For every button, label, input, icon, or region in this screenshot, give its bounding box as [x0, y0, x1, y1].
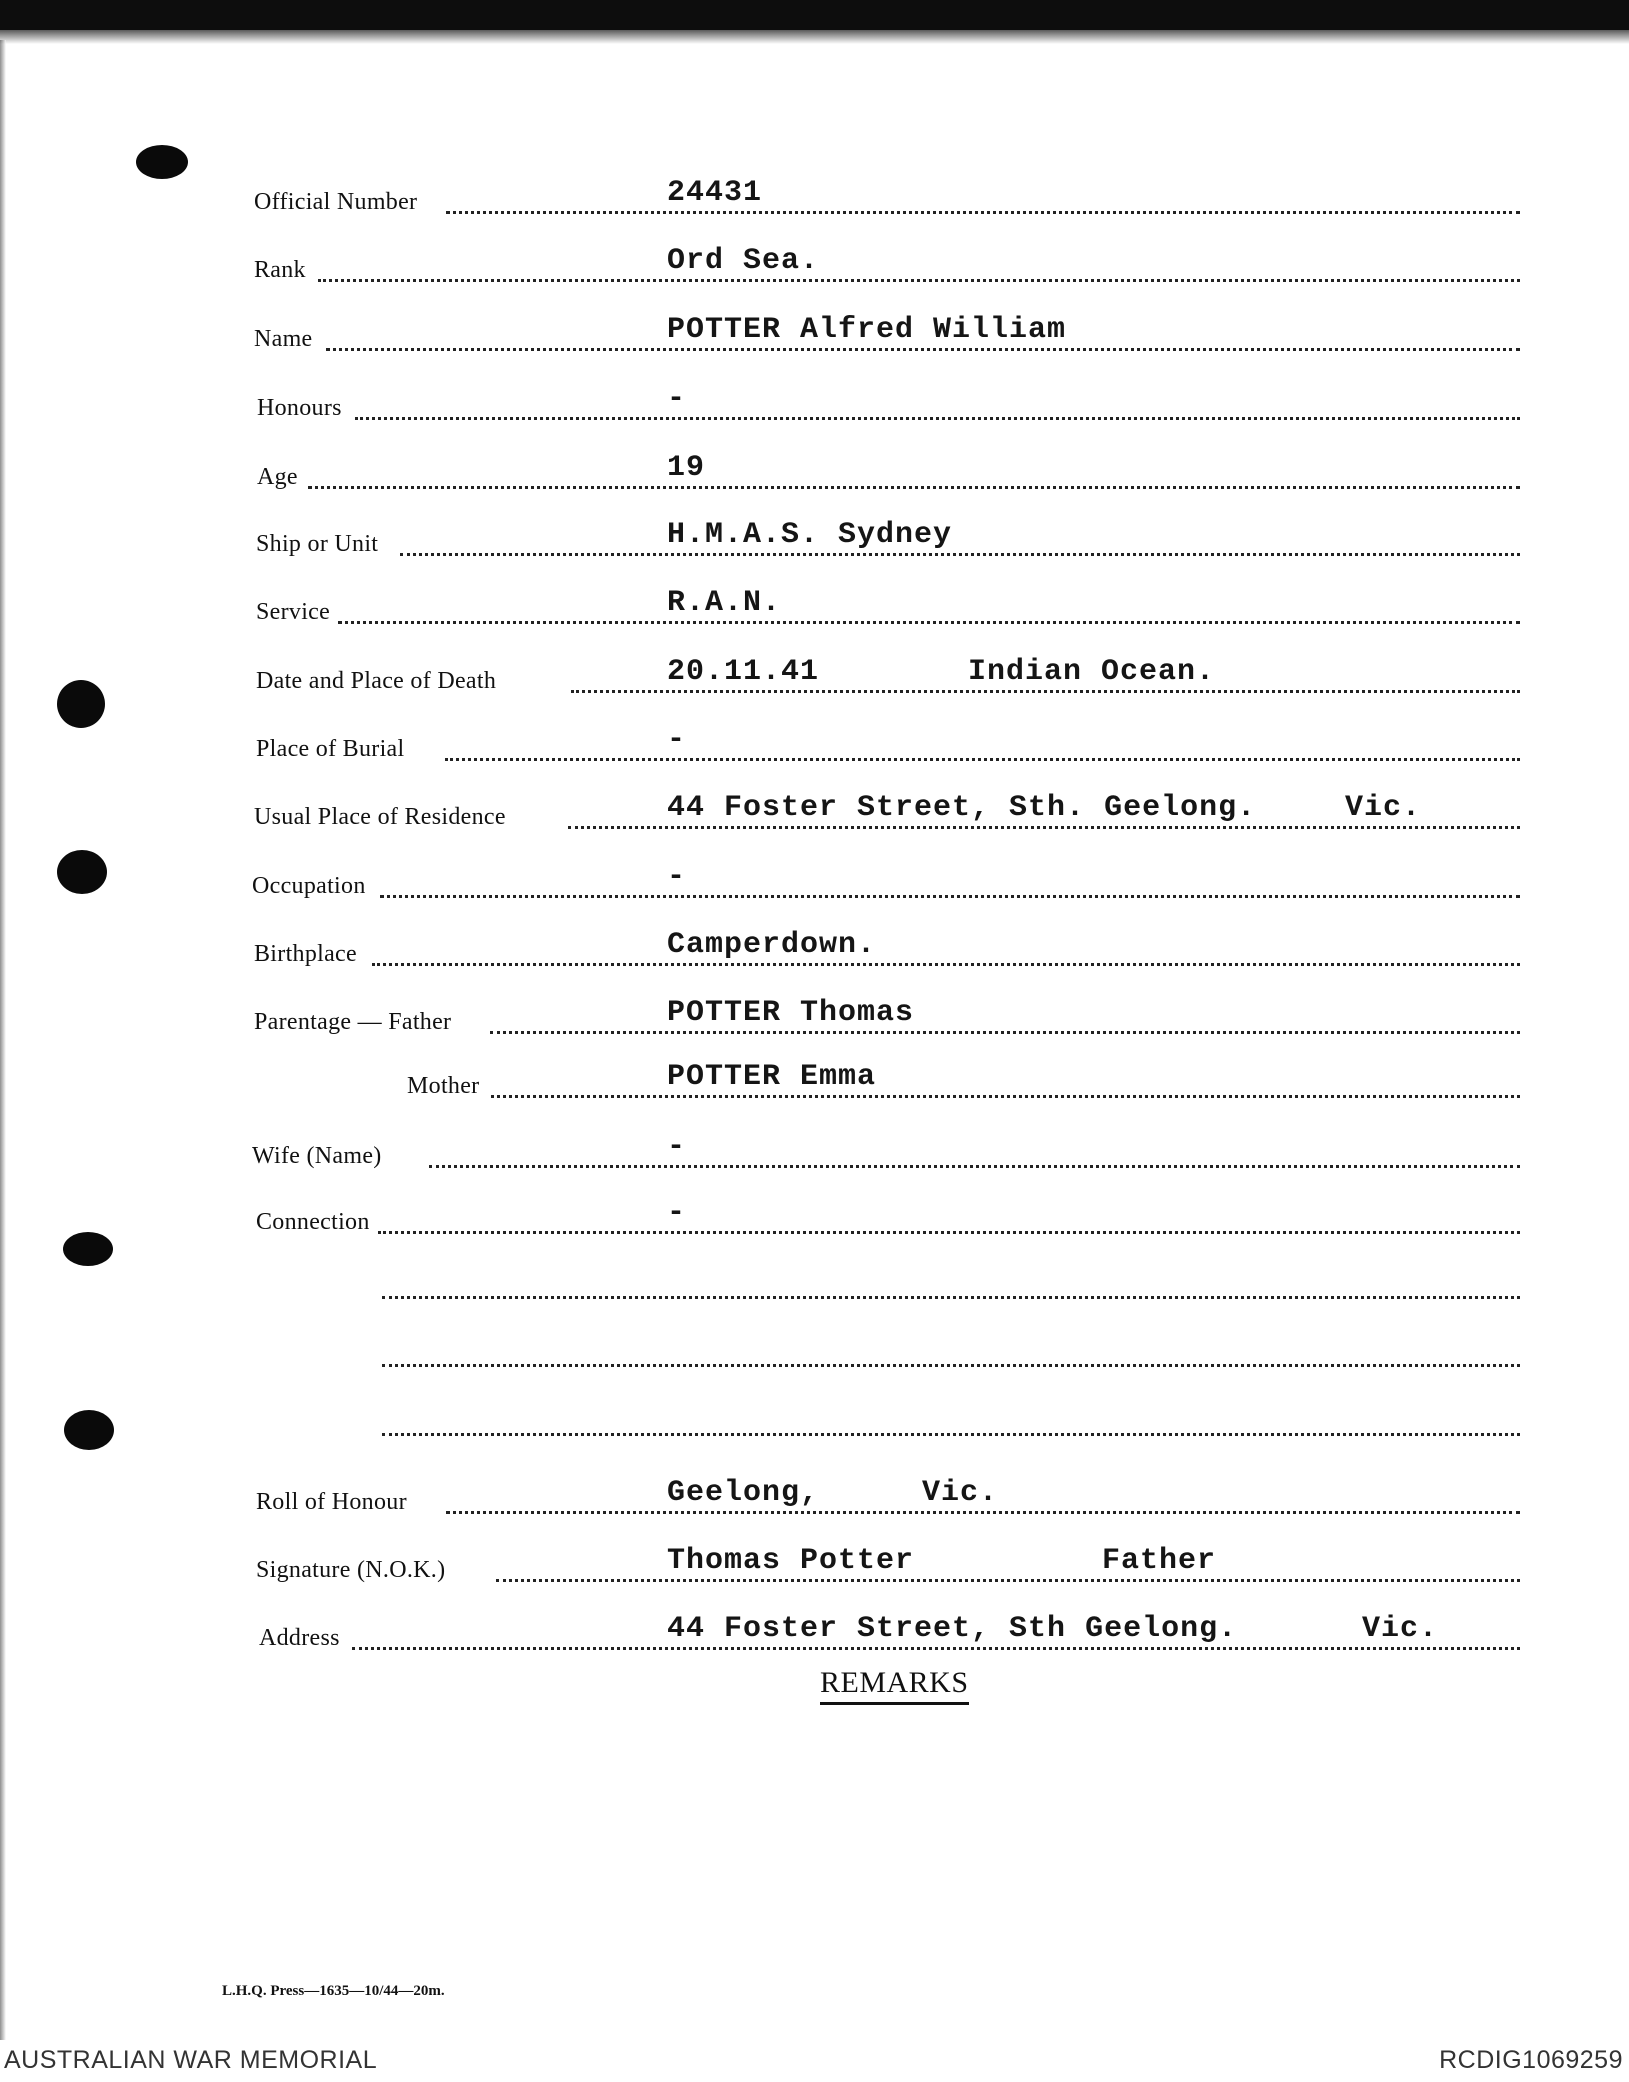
- scan-top-edge: [0, 0, 1629, 30]
- field-label: Mother: [407, 1073, 480, 1099]
- field-label: Ship or Unit: [256, 531, 379, 557]
- dotted-line: [446, 1511, 1520, 1514]
- dotted-line: [372, 963, 1520, 966]
- field-label: Honours: [257, 395, 342, 421]
- field-honours: [0, 374, 1629, 444]
- dotted-line: [352, 1647, 1520, 1650]
- press-mark: L.H.Q. Press—1635—10/44—20m.: [222, 1983, 445, 1999]
- field-signature: [0, 1536, 1629, 1606]
- field-name: [0, 305, 1629, 375]
- field-connection: [0, 1188, 1629, 1258]
- dotted-line: [490, 1031, 1520, 1034]
- field-death: [0, 647, 1629, 717]
- field-label: Rank: [254, 257, 306, 283]
- dotted-line: [491, 1095, 1520, 1098]
- field-official-number: [0, 168, 1629, 238]
- field-value: 44 Foster Street, Sth. Geelong.: [667, 791, 1257, 825]
- field-label: Official Number: [254, 189, 418, 215]
- field-label: Signature (N.O.K.): [256, 1557, 446, 1583]
- field-value: 24431: [667, 176, 763, 210]
- blank-line: [382, 1433, 1520, 1436]
- field-value: 44 Foster Street, Sth Geelong.: [667, 1612, 1238, 1646]
- blank-line: [382, 1296, 1520, 1299]
- field-label: Date and Place of Death: [256, 668, 497, 694]
- dotted-line: [429, 1165, 1520, 1168]
- field-age: [0, 443, 1629, 513]
- field-label: Usual Place of Residence: [254, 804, 506, 830]
- dotted-line: [308, 486, 1520, 489]
- field-value: -: [667, 382, 687, 416]
- field-label: Service: [256, 599, 331, 625]
- field-value: POTTER Alfred William: [667, 313, 1067, 347]
- field-roll-of-honour: [0, 1468, 1629, 1538]
- field-label: Occupation: [252, 873, 366, 899]
- remarks-heading: REMARKS: [820, 1666, 969, 1705]
- field-label: Connection: [256, 1209, 370, 1235]
- footer-record-id: RCDIG1069259: [1439, 2046, 1623, 2074]
- field-birthplace: [0, 920, 1629, 990]
- field-value: Camperdown.: [667, 928, 877, 962]
- field-label: Age: [257, 464, 298, 490]
- footer-archive-name: AUSTRALIAN WAR MEMORIAL: [4, 2046, 378, 2074]
- dotted-line: [568, 826, 1520, 829]
- field-value: 19: [667, 451, 706, 485]
- roll-state-value: Vic.: [922, 1476, 999, 1510]
- field-mother: [0, 1052, 1629, 1122]
- field-label: Place of Burial: [256, 736, 405, 762]
- field-value: H.M.A.S. Sydney: [667, 518, 953, 552]
- field-burial: [0, 715, 1629, 785]
- field-value: POTTER Thomas: [667, 996, 915, 1030]
- field-wife: [0, 1122, 1629, 1192]
- field-label: Name: [254, 326, 313, 352]
- residence-state-value: Vic.: [1345, 791, 1422, 825]
- dotted-line: [400, 553, 1520, 556]
- field-value: R.A.N.: [667, 586, 782, 620]
- dotted-line: [445, 758, 1520, 761]
- field-value: -: [667, 860, 687, 894]
- field-ship: [0, 510, 1629, 580]
- address-state-value: Vic.: [1362, 1612, 1439, 1646]
- dotted-line: [571, 690, 1520, 693]
- field-value: POTTER Emma: [667, 1060, 877, 1094]
- field-label: Birthplace: [254, 941, 357, 967]
- field-residence: [0, 783, 1629, 853]
- blank-line: [382, 1364, 1520, 1367]
- punch-hole: [64, 1410, 114, 1450]
- dotted-line: [446, 211, 1520, 214]
- dotted-line: [496, 1579, 1520, 1582]
- field-occupation: [0, 852, 1629, 922]
- field-value: Geelong,: [667, 1476, 820, 1510]
- field-value: -: [667, 1130, 687, 1164]
- dotted-line: [378, 1231, 1520, 1234]
- field-value: Ord Sea.: [667, 244, 820, 278]
- field-father: [0, 988, 1629, 1058]
- scan-top-shadow: [0, 30, 1629, 44]
- field-value: -: [667, 723, 687, 757]
- dotted-line: [318, 279, 1520, 282]
- dotted-line: [338, 621, 1520, 624]
- dotted-line: [380, 895, 1520, 898]
- field-label: Wife (Name): [252, 1143, 382, 1169]
- field-value: 20.11.41: [667, 655, 820, 689]
- dotted-line: [355, 417, 1520, 420]
- signature-relation-value: Father: [1102, 1544, 1217, 1578]
- field-value: Thomas Potter: [667, 1544, 915, 1578]
- field-label: Roll of Honour: [256, 1489, 407, 1515]
- field-service: [0, 578, 1629, 648]
- field-label: Parentage — Father: [254, 1009, 452, 1035]
- death-place-value: Indian Ocean.: [968, 655, 1216, 689]
- field-rank: [0, 236, 1629, 306]
- dotted-line: [326, 348, 1520, 351]
- field-address: [0, 1604, 1629, 1674]
- field-label: Address: [259, 1625, 340, 1651]
- field-value: -: [667, 1196, 687, 1230]
